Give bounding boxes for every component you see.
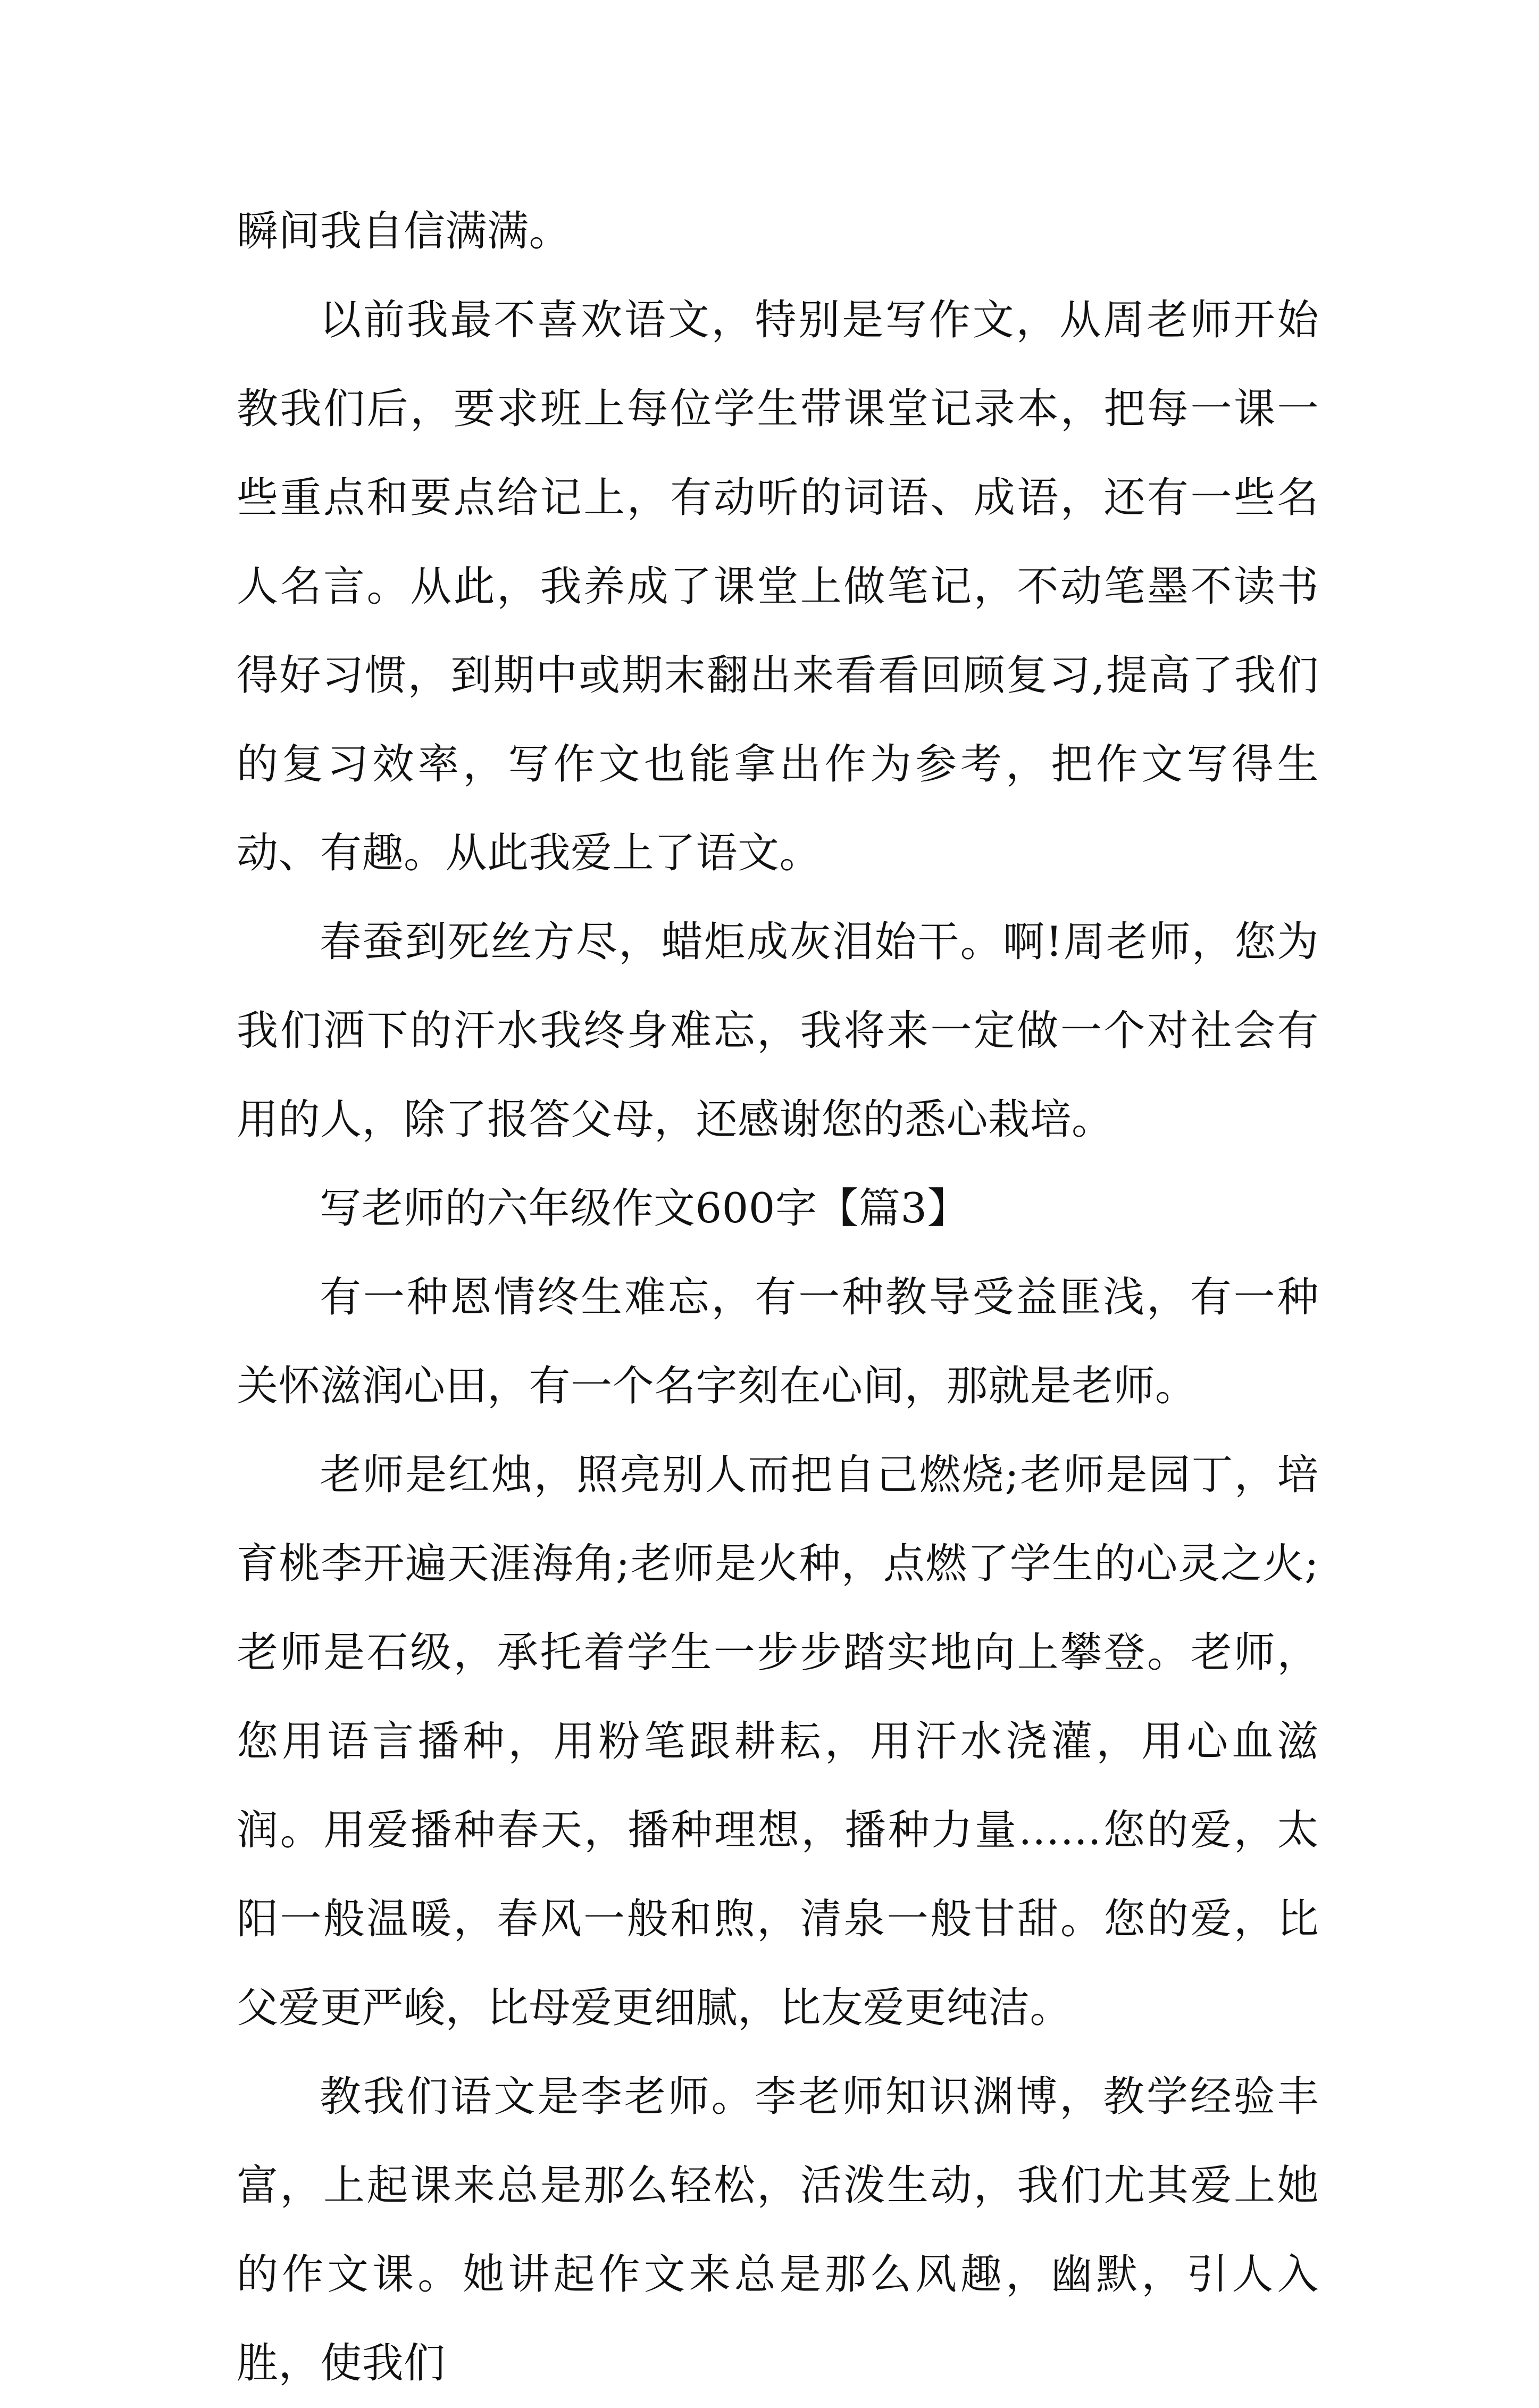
paragraph-2: 以前我最不喜欢语文，特别是写作文，从周老师开始教我们后，要求班上每位学生带课堂记录本，把每一课一些重点和要点给记上，有动听的词语、成语，还有一些名人名言。从此，我养成了课堂上做笔记，不动笔墨不读书得好习惯，到期中或期末翻出来看看回顾复习,提高了我们的复习效率，写作文也能拿出作为参考，把作文写得生动、有趣。从此我爱上了语文。 bbox=[237, 296, 1319, 877]
paragraph-1: 瞬间我自信满满。 bbox=[237, 207, 571, 255]
paragraph-5: 老师是红烛，照亮别人而把自己燃烧;老师是园丁，培育桃李开遍天涯海角;老师是火种，点燃了学生的心灵之火;老师是石级，承托着学生一步步踏实地向上攀登。老师，您用语言播种，用粉笔跟耕耘，用汗水浇灌，用心血滋润。用爱播种春天，播种理想，播种力量……您的爱，太阳一般温暖，春风一般和煦，清泉一般甘甜。您的爱，比父爱更严峻，比母爱更细腻，比友爱更纯洁。 bbox=[237, 1451, 1319, 2032]
section-heading: 写老师的六年级作文600字【篇3】 bbox=[320, 1185, 969, 1232]
paragraph-3: 春蚕到死丝方尽，蜡炬成灰泪始干。啊!周老师，您为我们洒下的汗水我终身难忘，我将来一定做一个对社会有用的人，除了报答父母，还感谢您的悉心栽培。 bbox=[237, 918, 1319, 1144]
paragraph-4: 有一种恩情终生难忘，有一种教导受益匪浅，有一种关怀滋润心田，有一个名字刻在心间，那就是老师。 bbox=[237, 1273, 1319, 1410]
paragraph-6: 教我们语文是李老师。李老师知识渊博，教学经验丰富，上起课来总是那么轻松，活泼生动，我们尤其爱上她的作文课。她讲起作文来总是那么风趣，幽默，引人入胜，使我们 bbox=[237, 2073, 1319, 2387]
document-body bbox=[237, 187, 1319, 2408]
